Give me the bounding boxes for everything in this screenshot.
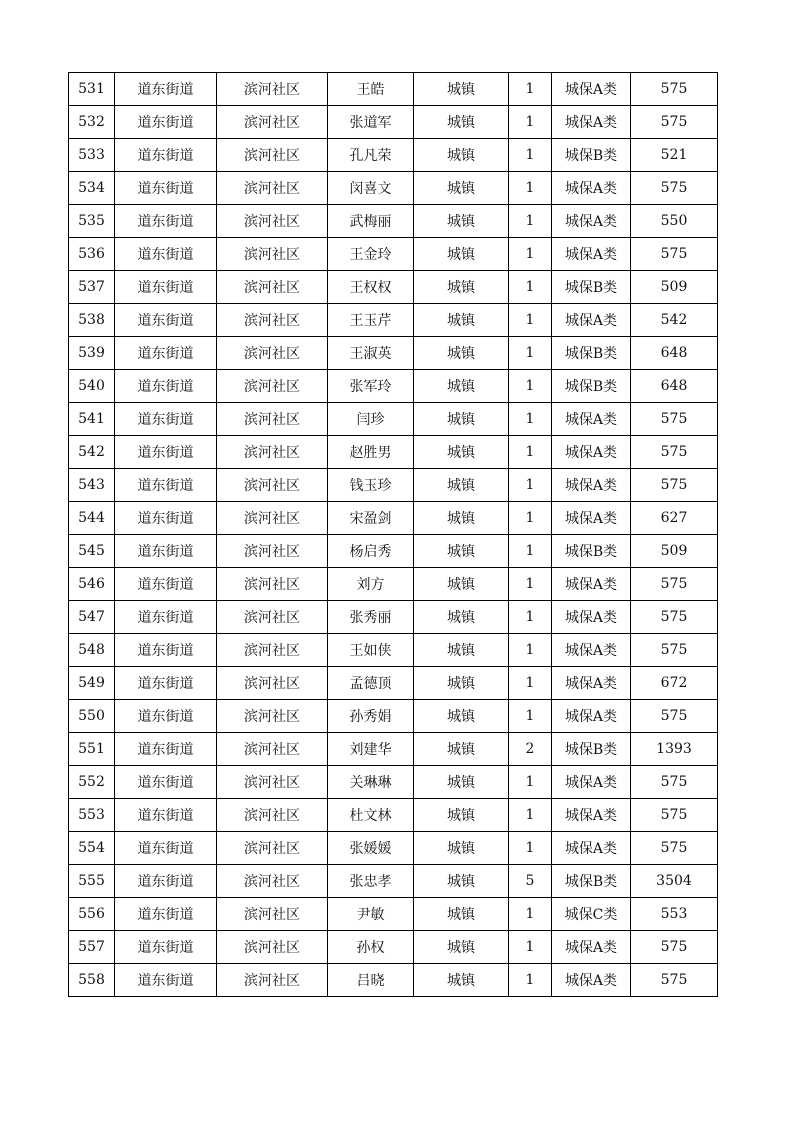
table-row	[69, 73, 718, 106]
table-body	[69, 73, 718, 997]
amount-cell: 575	[631, 601, 718, 634]
category-cell: 城保C类	[552, 898, 631, 931]
amount-cell: 575	[631, 568, 718, 601]
table-row	[69, 601, 718, 634]
member-count-cell: 1	[509, 370, 552, 403]
community-cell: 滨河社区	[217, 469, 328, 502]
community-cell: 滨河社区	[217, 73, 328, 106]
serial-number-cell: 541	[69, 403, 115, 436]
member-count-cell: 1	[509, 172, 552, 205]
household-type-cell: 城镇	[414, 139, 509, 172]
community-cell: 滨河社区	[217, 865, 328, 898]
household-type-cell: 城镇	[414, 271, 509, 304]
street-cell: 道东街道	[115, 304, 217, 337]
table-row	[69, 766, 718, 799]
serial-number-cell: 545	[69, 535, 115, 568]
category-cell: 城保A类	[552, 799, 631, 832]
category-cell: 城保A类	[552, 238, 631, 271]
street-cell: 道东街道	[115, 964, 217, 997]
serial-number-cell: 536	[69, 238, 115, 271]
member-count-cell: 2	[509, 733, 552, 766]
community-cell: 滨河社区	[217, 601, 328, 634]
amount-cell: 1393	[631, 733, 718, 766]
serial-number-cell: 540	[69, 370, 115, 403]
community-cell: 滨河社区	[217, 139, 328, 172]
name-cell: 张媛媛	[328, 832, 414, 865]
name-cell: 尹敏	[328, 898, 414, 931]
serial-number-cell: 544	[69, 502, 115, 535]
household-type-cell: 城镇	[414, 436, 509, 469]
serial-number-cell: 557	[69, 931, 115, 964]
member-count-cell: 1	[509, 469, 552, 502]
community-cell: 滨河社区	[217, 766, 328, 799]
name-cell: 钱玉珍	[328, 469, 414, 502]
category-cell: 城保A类	[552, 931, 631, 964]
household-type-cell: 城镇	[414, 799, 509, 832]
name-cell: 王皓	[328, 73, 414, 106]
community-cell: 滨河社区	[217, 898, 328, 931]
household-type-cell: 城镇	[414, 535, 509, 568]
name-cell: 张忠孝	[328, 865, 414, 898]
table-row	[69, 931, 718, 964]
household-type-cell: 城镇	[414, 337, 509, 370]
household-type-cell: 城镇	[414, 469, 509, 502]
table-row	[69, 436, 718, 469]
name-cell: 孟德顶	[328, 667, 414, 700]
name-cell: 关琳琳	[328, 766, 414, 799]
community-cell: 滨河社区	[217, 106, 328, 139]
street-cell: 道东街道	[115, 766, 217, 799]
amount-cell: 672	[631, 667, 718, 700]
amount-cell: 575	[631, 403, 718, 436]
name-cell: 孔凡荣	[328, 139, 414, 172]
serial-number-cell: 556	[69, 898, 115, 931]
amount-cell: 509	[631, 271, 718, 304]
household-type-cell: 城镇	[414, 73, 509, 106]
street-cell: 道东街道	[115, 634, 217, 667]
category-cell: 城保A类	[552, 634, 631, 667]
amount-cell: 648	[631, 337, 718, 370]
table-row	[69, 271, 718, 304]
street-cell: 道东街道	[115, 238, 217, 271]
member-count-cell: 1	[509, 337, 552, 370]
category-cell: 城保B类	[552, 139, 631, 172]
amount-cell: 575	[631, 172, 718, 205]
category-cell: 城保A类	[552, 667, 631, 700]
household-type-cell: 城镇	[414, 931, 509, 964]
household-type-cell: 城镇	[414, 403, 509, 436]
name-cell: 王淑英	[328, 337, 414, 370]
street-cell: 道东街道	[115, 667, 217, 700]
member-count-cell: 1	[509, 568, 552, 601]
category-cell: 城保A类	[552, 766, 631, 799]
household-type-cell: 城镇	[414, 205, 509, 238]
street-cell: 道东街道	[115, 799, 217, 832]
table-row	[69, 172, 718, 205]
street-cell: 道东街道	[115, 865, 217, 898]
community-cell: 滨河社区	[217, 832, 328, 865]
serial-number-cell: 552	[69, 766, 115, 799]
category-cell: 城保A类	[552, 832, 631, 865]
member-count-cell: 1	[509, 106, 552, 139]
category-cell: 城保B类	[552, 865, 631, 898]
street-cell: 道东街道	[115, 337, 217, 370]
table-row	[69, 667, 718, 700]
table-row	[69, 898, 718, 931]
street-cell: 道东街道	[115, 205, 217, 238]
table-row	[69, 733, 718, 766]
household-type-cell: 城镇	[414, 634, 509, 667]
serial-number-cell: 551	[69, 733, 115, 766]
member-count-cell: 1	[509, 271, 552, 304]
amount-cell: 3504	[631, 865, 718, 898]
street-cell: 道东街道	[115, 139, 217, 172]
name-cell: 王金玲	[328, 238, 414, 271]
street-cell: 道东街道	[115, 73, 217, 106]
name-cell: 张道军	[328, 106, 414, 139]
street-cell: 道东街道	[115, 403, 217, 436]
serial-number-cell: 539	[69, 337, 115, 370]
street-cell: 道东街道	[115, 502, 217, 535]
street-cell: 道东街道	[115, 568, 217, 601]
amount-cell: 575	[631, 799, 718, 832]
community-cell: 滨河社区	[217, 337, 328, 370]
amount-cell: 575	[631, 931, 718, 964]
member-count-cell: 1	[509, 634, 552, 667]
community-cell: 滨河社区	[217, 667, 328, 700]
household-type-cell: 城镇	[414, 502, 509, 535]
street-cell: 道东街道	[115, 172, 217, 205]
table-row	[69, 964, 718, 997]
beneficiary-table	[68, 72, 718, 997]
name-cell: 武梅丽	[328, 205, 414, 238]
amount-cell: 553	[631, 898, 718, 931]
amount-cell: 627	[631, 502, 718, 535]
community-cell: 滨河社区	[217, 634, 328, 667]
name-cell: 张秀丽	[328, 601, 414, 634]
community-cell: 滨河社区	[217, 238, 328, 271]
category-cell: 城保A类	[552, 469, 631, 502]
table-row	[69, 139, 718, 172]
amount-cell: 509	[631, 535, 718, 568]
household-type-cell: 城镇	[414, 700, 509, 733]
street-cell: 道东街道	[115, 898, 217, 931]
category-cell: 城保A类	[552, 172, 631, 205]
household-type-cell: 城镇	[414, 964, 509, 997]
serial-number-cell: 538	[69, 304, 115, 337]
community-cell: 滨河社区	[217, 271, 328, 304]
serial-number-cell: 542	[69, 436, 115, 469]
community-cell: 滨河社区	[217, 535, 328, 568]
name-cell: 杨启秀	[328, 535, 414, 568]
street-cell: 道东街道	[115, 733, 217, 766]
member-count-cell: 1	[509, 535, 552, 568]
table-row	[69, 370, 718, 403]
table-row	[69, 832, 718, 865]
member-count-cell: 1	[509, 667, 552, 700]
category-cell: 城保A类	[552, 601, 631, 634]
member-count-cell: 1	[509, 931, 552, 964]
street-cell: 道东街道	[115, 436, 217, 469]
amount-cell: 575	[631, 634, 718, 667]
community-cell: 滨河社区	[217, 304, 328, 337]
serial-number-cell: 535	[69, 205, 115, 238]
category-cell: 城保A类	[552, 205, 631, 238]
street-cell: 道东街道	[115, 601, 217, 634]
table-row	[69, 304, 718, 337]
household-type-cell: 城镇	[414, 898, 509, 931]
household-type-cell: 城镇	[414, 370, 509, 403]
name-cell: 孙秀娟	[328, 700, 414, 733]
street-cell: 道东街道	[115, 370, 217, 403]
name-cell: 宋盈剑	[328, 502, 414, 535]
amount-cell: 575	[631, 700, 718, 733]
household-type-cell: 城镇	[414, 766, 509, 799]
member-count-cell: 1	[509, 799, 552, 832]
table-row	[69, 799, 718, 832]
household-type-cell: 城镇	[414, 865, 509, 898]
amount-cell: 575	[631, 436, 718, 469]
category-cell: 城保B类	[552, 271, 631, 304]
community-cell: 滨河社区	[217, 172, 328, 205]
serial-number-cell: 553	[69, 799, 115, 832]
amount-cell: 575	[631, 832, 718, 865]
category-cell: 城保A类	[552, 964, 631, 997]
amount-cell: 575	[631, 73, 718, 106]
member-count-cell: 1	[509, 139, 552, 172]
street-cell: 道东街道	[115, 832, 217, 865]
amount-cell: 542	[631, 304, 718, 337]
member-count-cell: 1	[509, 238, 552, 271]
serial-number-cell: 558	[69, 964, 115, 997]
category-cell: 城保B类	[552, 370, 631, 403]
street-cell: 道东街道	[115, 700, 217, 733]
name-cell: 吕晓	[328, 964, 414, 997]
category-cell: 城保A类	[552, 403, 631, 436]
member-count-cell: 1	[509, 403, 552, 436]
household-type-cell: 城镇	[414, 832, 509, 865]
street-cell: 道东街道	[115, 469, 217, 502]
amount-cell: 648	[631, 370, 718, 403]
category-cell: 城保A类	[552, 700, 631, 733]
member-count-cell: 1	[509, 898, 552, 931]
serial-number-cell: 547	[69, 601, 115, 634]
category-cell: 城保B类	[552, 337, 631, 370]
amount-cell: 575	[631, 469, 718, 502]
member-count-cell: 1	[509, 73, 552, 106]
category-cell: 城保B类	[552, 733, 631, 766]
amount-cell: 575	[631, 766, 718, 799]
table-row	[69, 502, 718, 535]
name-cell: 闵喜文	[328, 172, 414, 205]
street-cell: 道东街道	[115, 271, 217, 304]
member-count-cell: 1	[509, 304, 552, 337]
category-cell: 城保A类	[552, 502, 631, 535]
street-cell: 道东街道	[115, 535, 217, 568]
member-count-cell: 5	[509, 865, 552, 898]
table-row	[69, 568, 718, 601]
table-row	[69, 205, 718, 238]
table-row	[69, 535, 718, 568]
household-type-cell: 城镇	[414, 304, 509, 337]
serial-number-cell: 546	[69, 568, 115, 601]
name-cell: 王权权	[328, 271, 414, 304]
household-type-cell: 城镇	[414, 172, 509, 205]
table-row	[69, 865, 718, 898]
table-row	[69, 700, 718, 733]
amount-cell: 575	[631, 964, 718, 997]
serial-number-cell: 550	[69, 700, 115, 733]
member-count-cell: 1	[509, 205, 552, 238]
community-cell: 滨河社区	[217, 568, 328, 601]
community-cell: 滨河社区	[217, 436, 328, 469]
community-cell: 滨河社区	[217, 205, 328, 238]
amount-cell: 521	[631, 139, 718, 172]
name-cell: 杜文林	[328, 799, 414, 832]
name-cell: 赵胜男	[328, 436, 414, 469]
category-cell: 城保A类	[552, 73, 631, 106]
name-cell: 孙权	[328, 931, 414, 964]
community-cell: 滨河社区	[217, 931, 328, 964]
serial-number-cell: 537	[69, 271, 115, 304]
serial-number-cell: 555	[69, 865, 115, 898]
serial-number-cell: 532	[69, 106, 115, 139]
community-cell: 滨河社区	[217, 502, 328, 535]
category-cell: 城保A类	[552, 436, 631, 469]
member-count-cell: 1	[509, 601, 552, 634]
table-row	[69, 238, 718, 271]
household-type-cell: 城镇	[414, 568, 509, 601]
community-cell: 滨河社区	[217, 700, 328, 733]
name-cell: 刘方	[328, 568, 414, 601]
category-cell: 城保A类	[552, 106, 631, 139]
member-count-cell: 1	[509, 436, 552, 469]
table-row	[69, 403, 718, 436]
household-type-cell: 城镇	[414, 733, 509, 766]
household-type-cell: 城镇	[414, 601, 509, 634]
serial-number-cell: 548	[69, 634, 115, 667]
name-cell: 王玉芹	[328, 304, 414, 337]
community-cell: 滨河社区	[217, 370, 328, 403]
member-count-cell: 1	[509, 832, 552, 865]
household-type-cell: 城镇	[414, 238, 509, 271]
amount-cell: 575	[631, 238, 718, 271]
household-type-cell: 城镇	[414, 667, 509, 700]
household-type-cell: 城镇	[414, 106, 509, 139]
category-cell: 城保A类	[552, 304, 631, 337]
amount-cell: 550	[631, 205, 718, 238]
name-cell: 闫珍	[328, 403, 414, 436]
amount-cell: 575	[631, 106, 718, 139]
table-row	[69, 634, 718, 667]
street-cell: 道东街道	[115, 931, 217, 964]
serial-number-cell: 543	[69, 469, 115, 502]
category-cell: 城保B类	[552, 535, 631, 568]
community-cell: 滨河社区	[217, 799, 328, 832]
name-cell: 张军玲	[328, 370, 414, 403]
serial-number-cell: 534	[69, 172, 115, 205]
community-cell: 滨河社区	[217, 403, 328, 436]
table-row	[69, 337, 718, 370]
member-count-cell: 1	[509, 766, 552, 799]
category-cell: 城保A类	[552, 568, 631, 601]
serial-number-cell: 533	[69, 139, 115, 172]
serial-number-cell: 554	[69, 832, 115, 865]
community-cell: 滨河社区	[217, 964, 328, 997]
table-row	[69, 469, 718, 502]
street-cell: 道东街道	[115, 106, 217, 139]
community-cell: 滨河社区	[217, 733, 328, 766]
member-count-cell: 1	[509, 502, 552, 535]
serial-number-cell: 531	[69, 73, 115, 106]
member-count-cell: 1	[509, 964, 552, 997]
table-row	[69, 106, 718, 139]
serial-number-cell: 549	[69, 667, 115, 700]
name-cell: 王如侠	[328, 634, 414, 667]
member-count-cell: 1	[509, 700, 552, 733]
name-cell: 刘建华	[328, 733, 414, 766]
